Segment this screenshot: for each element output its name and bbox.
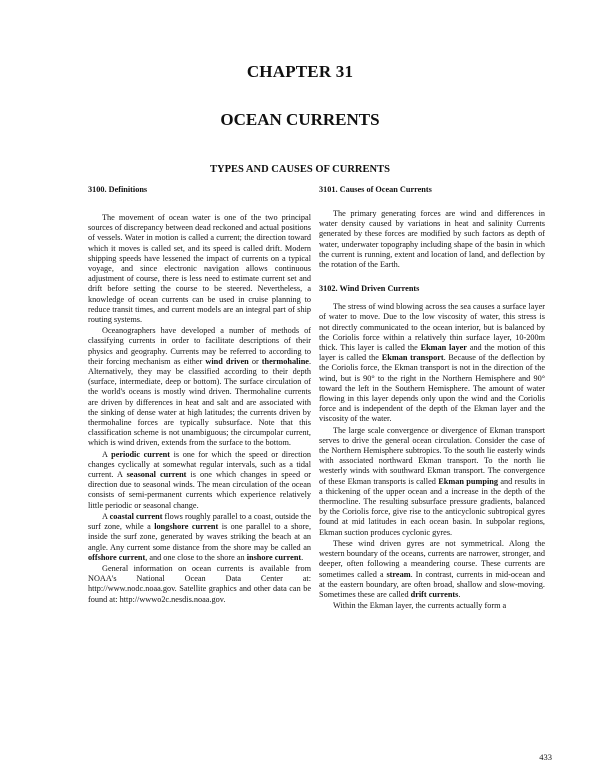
text: . Because of the deflection by the Coriolis force, the Ekman transport is not in the direction of the wind, but is 90° to the right in the Northern Hemisphere and 90° toward the left in the Southern Hemisphere. The amount of water flowing in this layer depends only upon the wind and the Coriolis force and is independent of the depth of the Ekman layer and the viscosity of the water. [319, 353, 546, 424]
paragraph-wind-3 [319, 539, 545, 600]
text: Oceanographers have developed a number of methods of classifying currents in order to facilitate descriptions of their physics and geography. Currents may be referred to according to their forcing mechanism as either [88, 326, 311, 366]
text: or [251, 356, 259, 366]
term-inshore-current: inshore current [246, 552, 302, 562]
text: flows roughly parallel to a coast, outside the surf zone, while a [88, 511, 312, 532]
text: and the motion of this layer is called the [319, 343, 546, 363]
text: . In contrast, currents in mid-ocean and at the eastern boundary, are often broad, shallow and slow-moving. Sometimes these are called [319, 569, 545, 599]
chapter-number: CHAPTER 31 [246, 62, 354, 81]
term-thermohaline: thermohaline [261, 356, 309, 366]
paragraph-wind-1 [319, 302, 545, 424]
text: is one which changes in speed or direction due to seasonal winds. The mean circulation of the ocean consists of semi-permanent currents which experience relatively little periodic or seasonal change. [88, 470, 311, 510]
section-title: TYPES AND CAUSES OF CURRENTS [210, 164, 390, 175]
text: . Alternatively, they may be classified according to their depth (surface, intermediate, deep or bottom). The surface circulation of the world's oceans is mostly wind driven. Thermohaline currents are driven by differences in heat and salt and are associated with the sinking of dense water at high latitudes; the currents driven by thermohaline forces are typically subsurface. Note that this classification scheme is not unambiguous; the circumpolar current, which is wind driven, extends from the surface to the bottom. [88, 356, 312, 448]
left-column [88, 185, 311, 606]
term-longshore-current: longshore current [154, 522, 219, 532]
term-seasonal-current: seasonal current [126, 470, 187, 480]
text: is one parallel to a shore, inside the surf zone, generated by waves striking the beach at an angle. Any current some distance from the shore may be called an [88, 522, 312, 552]
text: . [301, 552, 304, 562]
heading-wind-driven: 3102. Wind Driven Currents [319, 284, 420, 294]
text: The stress of wind blowing across the sea causes a surface layer of water to move. Due to the low viscosity of water, this stress is not directly communicated to the ocean interior, but is balanced by the Coriolis force within a relatively thin surface layer, 10-200m thick. This layer is called the [319, 302, 545, 353]
term-ekman-layer: Ekman layer [420, 343, 467, 353]
heading-definitions: 3100. Definitions [88, 185, 148, 194]
text: is one for which the speed or direction changes cyclically at somewhat regular intervals, such as a tidal current. A [88, 449, 311, 480]
right-column [319, 185, 545, 612]
chapter-title: OCEAN CURRENTS [220, 110, 380, 129]
text: The large scale convergence or divergence of Ekman transport serves to drive the general ocean circulation. Consider the case of the Northern Hemisphere subtropics. To the south lie easterly winds with associated northward Ekman transport. To the north lie westerly winds with southward Ekman transport. The convergence of these Ekman transports is called [319, 425, 545, 486]
text: These wind driven gyres are not symmetrical. Along the western boundary of the oceans, currents are narrower, stronger, and deeper, often following a meandering course. These currents are sometimes called a [319, 538, 545, 579]
term-ekman-transport: Ekman transport [381, 353, 444, 363]
heading-causes: 3101. Causes of Ocean Currents [319, 185, 432, 194]
paragraph-wind-2 [319, 426, 545, 538]
term-ekman-pumping: Ekman pumping [438, 476, 498, 486]
paragraph-definitions-5: General information on ocean currents is available from NOAA's National Ocean Data Center at: http://www.nodc.noaa.gov. Satellite graphics and other data can be found at: http://wwwo2c.nesdis.noaa.gov. [88, 563, 311, 604]
paragraph-wind-4: Within the Ekman layer, the currents actually form a [333, 601, 507, 611]
term-periodic-current: periodic current [111, 449, 170, 459]
page-number: 433 [539, 752, 552, 762]
paragraph-definitions-2 [88, 326, 311, 448]
text: , and one close to the shore an [145, 552, 245, 562]
paragraph-definitions-4 [88, 512, 311, 563]
text: and results in a thickening of the upper ocean and a increase in the depth of the thermocline. The resulting subsurface pressure gradients, balanced by the Coriolis force, give rise to the anticyclonic subtropical gyres found at mid latitudes in each ocean basin. In subpolar regions, Ekman suction produces cyclonic gyres. [319, 476, 545, 537]
term-wind-driven: wind driven [205, 356, 249, 366]
term-stream: stream [386, 569, 411, 579]
text: A [102, 511, 108, 521]
paragraph-definitions-1: The movement of ocean water is one of the two principal sources of discrepancy between dead reckoned and actual positions of vessels. Water in motion is called a current; the direction toward which it moves is called set, and its speed is called drift. Modern shipping speeds have lessened the impact of currents on a typical voyage, and since electronic navigation allows continuous adjustment of course, there is less need to estimate current set and drift before setting the course to be steered. Nevertheless, a knowledge of ocean currents can be used in cruise planning to reduce transit times, and current models are an integral part of ship routing systems. [88, 213, 311, 325]
paragraph-causes-1: The primary generating forces are wind and differences in water density caused by variations in heat and salinity Currents generated by these forces are modified by such factors as depth of water, underwater topography including shape of the basin in which the current is running, extent and location of land, and deflection by the rotation of the Earth. [319, 209, 545, 270]
term-coastal-current: coastal current [109, 511, 163, 521]
term-offshore-current: offshore current [88, 552, 146, 562]
text: A [102, 449, 108, 459]
term-drift-currents: drift currents [410, 589, 459, 599]
text: . [458, 589, 461, 599]
paragraph-definitions-3 [88, 450, 311, 511]
